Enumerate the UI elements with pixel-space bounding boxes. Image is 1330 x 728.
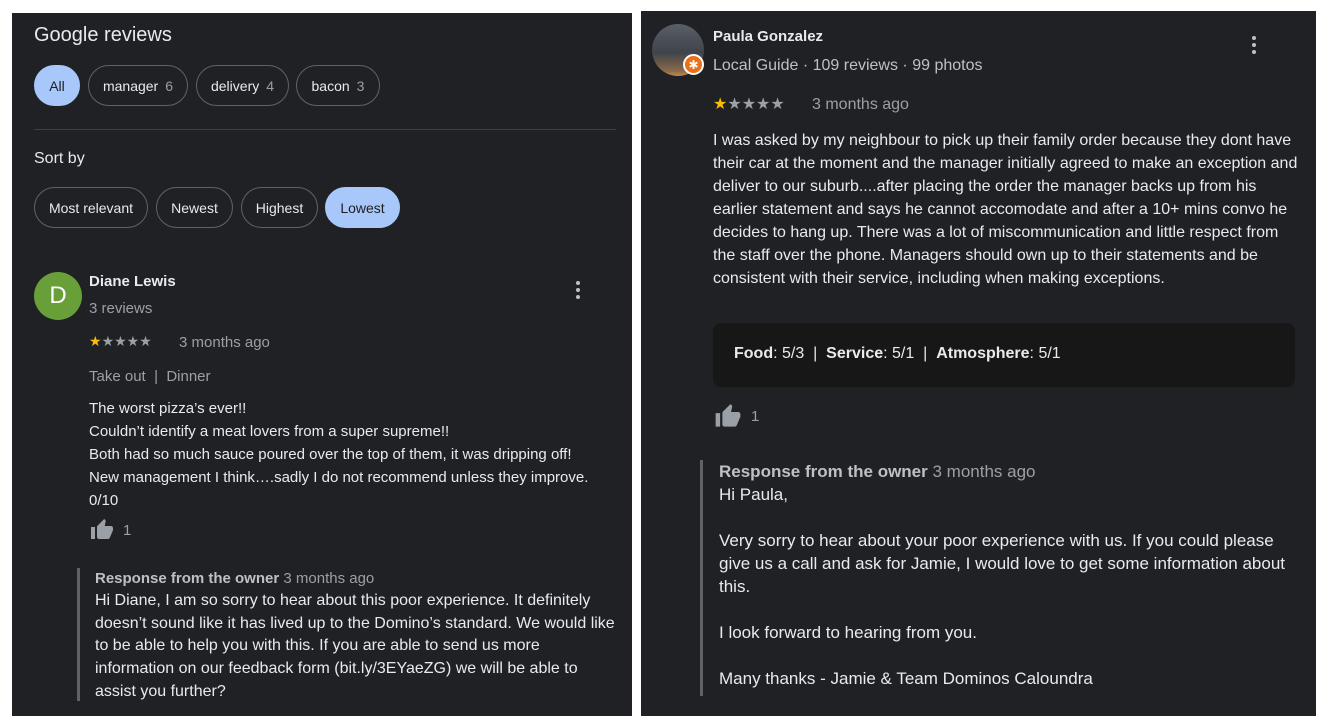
attr-value: : 5/3 [773,345,805,362]
review-line: 0/10 [89,492,119,509]
attr-value: : 5/1 [883,345,915,362]
response-label: Response from the owner [719,462,928,481]
response-time: 3 months ago [932,462,1036,481]
sort-newest[interactable]: Newest [156,187,233,228]
more-options-icon[interactable] [576,281,580,299]
chip-count: 3 [356,77,365,94]
tag-separator: | [154,368,158,385]
topic-chip-manager[interactable] [88,65,188,106]
sort-highest[interactable]: Highest [241,187,318,228]
topic-chip-bacon[interactable] [296,65,380,106]
review-line: Both had so much sauce poured over the top of them, it was dripping off! [89,446,572,463]
chip-label: All [49,77,65,94]
tag: Dinner [166,368,211,385]
review-time: 3 months ago [812,96,909,113]
reviewer-name[interactable]: Paula Gonzalez [713,28,824,45]
chip-label: bacon [311,77,350,94]
review-text [89,397,619,512]
response-time: 3 months ago [283,570,375,587]
chip-count: 6 [165,77,174,94]
local-guide-badge-icon: ✱ [683,54,704,75]
attr-key: Atmosphere [936,345,1030,362]
reviews-panel-left [12,13,632,716]
reviewer-meta: 3 reviews [89,300,153,317]
sort-most-relevant[interactable]: Most relevant [34,187,148,228]
review-line: Couldn’t identify a meat lovers from a super supreme!! [89,423,450,440]
response-text: Hi Diane, I am so sorry to hear about this poor experience. It definitely doesn’t sound like it has lived up to the Domino’s standard. We would like to be able to help you with this. If you are able to send us more information on our feedback form (bit.ly/3EYaeZG) we will be able to assist you further? [95,592,615,700]
sort-lowest[interactable]: Lowest [325,187,400,228]
owner-response [77,568,617,701]
like-button[interactable] [89,518,131,542]
review-panel-right [641,11,1316,716]
topic-chip-delivery[interactable] [196,65,289,106]
attr-key: Service [826,345,884,362]
star-rating: ★★★★★ [713,96,785,113]
review-line: The worst pizza’s ever!! [89,400,247,417]
divider [34,129,616,130]
avatar[interactable]: D [34,272,82,320]
review-line: New management I think….sadly I do not recommend unless they improve. [89,469,589,486]
response-label: Response from the owner [95,570,280,587]
like-count: 1 [751,408,760,425]
review-time: 3 months ago [179,334,270,351]
more-options-icon[interactable] [1252,36,1256,54]
thumbs-up-icon [89,518,115,542]
reviewer-name[interactable]: Diane Lewis [89,273,176,290]
attr-key: Food [734,345,774,362]
tag: Take out [89,368,146,385]
review-attributes: Food: 5/3 | Service: 5/1 | Atmosphere: 5/1 [713,323,1295,387]
response-paragraph: Very sorry to hear about your poor experience with us. If you could please give us a call and ask for Jamie, I would love to get some information about this. [719,531,1286,596]
reviewer-meta: Local Guide · 109 reviews · 99 photos [713,57,983,74]
thumbs-up-icon [713,403,743,430]
response-paragraph: Hi Paula, [719,485,788,504]
response-paragraph: Many thanks - Jamie & Team Dominos Caloundra [719,669,1093,688]
star-rating: ★★★★★ [89,333,152,349]
reviews-title: Google reviews [34,24,172,46]
topic-chip-all[interactable] [34,65,80,106]
owner-response [700,460,1300,696]
like-button[interactable] [713,403,759,430]
chip-count: 4 [266,77,275,94]
sort-label: Sort by [34,150,85,167]
chip-label: delivery [210,77,260,94]
review-text: I was asked by my neighbour to pick up their family order because they dont have their car at the moment and the manager initially agreed to make an exception and deliver to our suburb....after placing the order the manager backs up from his earlier statement and says he cannot accomodate and after a 10+ mins convo he decides to hang up. There was a lot of miscommunication and little respect from the staff over the phone. Managers should own up to their statements and be consistent with their service, including when making exceptions. [713,132,1298,287]
review-tags [89,368,211,385]
response-paragraph: I look forward to hearing from you. [719,623,977,642]
attr-value: : 5/1 [1029,345,1061,362]
like-count: 1 [123,521,132,539]
chip-label: manager [102,77,159,94]
